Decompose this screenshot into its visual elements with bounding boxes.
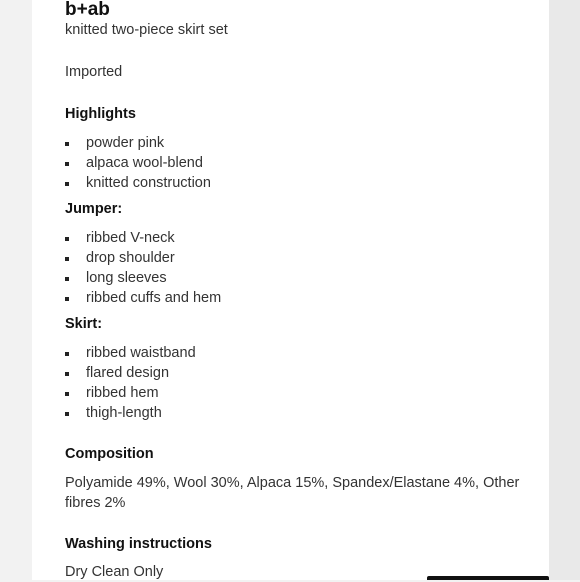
list-item: knitted construction [65, 173, 535, 193]
list-item: thigh-length [65, 403, 535, 423]
product-name: knitted two-piece skirt set [65, 22, 228, 38]
list-item: ribbed V-neck [65, 228, 535, 248]
list-item: ribbed hem [65, 383, 535, 403]
skirt-heading: Skirt: [65, 316, 103, 332]
skirt-list [65, 343, 535, 423]
highlights-list [65, 133, 535, 193]
highlights-heading: Highlights [65, 106, 136, 122]
composition-heading: Composition [65, 446, 154, 462]
product-details-panel [32, 0, 549, 580]
washing-instructions-text: Dry Clean Only [65, 564, 164, 580]
home-indicator[interactable] [427, 576, 549, 580]
washing-instructions-heading: Washing instructions [65, 536, 212, 552]
list-item: long sleeves [65, 268, 535, 288]
list-item: alpaca wool-blend [65, 153, 535, 173]
list-item: flared design [65, 363, 535, 383]
jumper-list [65, 228, 535, 308]
list-item: powder pink [65, 133, 535, 153]
background-edge [549, 0, 580, 580]
composition-text: Polyamide 49%, Wool 30%, Alpaca 15%, Spandex/Elastane 4%, Other fibres 2% [65, 475, 520, 511]
brand-name[interactable]: b+ab [65, 0, 110, 20]
list-item: ribbed cuffs and hem [65, 288, 535, 308]
list-item: drop shoulder [65, 248, 535, 268]
list-item: ribbed waistband [65, 343, 535, 363]
jumper-heading: Jumper: [65, 201, 123, 217]
product-origin: Imported [65, 64, 123, 80]
